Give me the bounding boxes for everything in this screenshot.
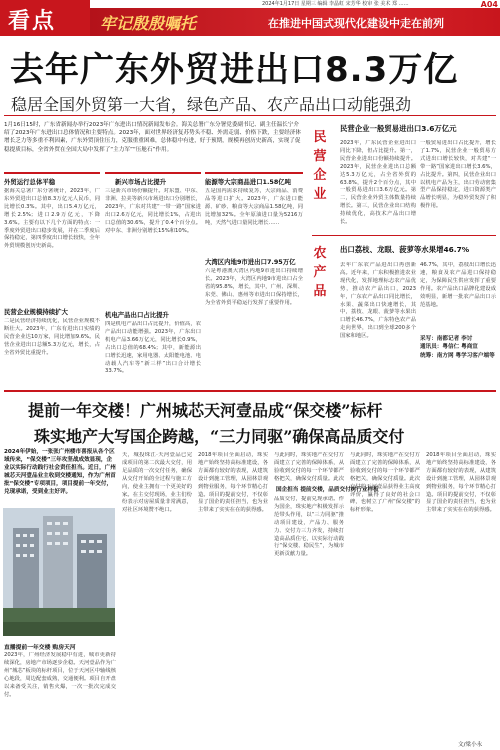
story-intro: 2024年伊始，一张张广州楼市喜报从各个区域传来，“保交楼”三年攻坚战成效显现，企业以实际行动践行社会责任担当。近日，广州城芯天河壹品业主收到交楼通知，作为广州首批“保交楼”专项项目，项目提前一年交付，兑现承诺，受到业主好评。 [4,449,116,495]
story-subhead: 国企担当 提前交楼，品质交付树行业样板 [276,487,379,493]
box-text: 六是粤港澳大湾区内地9市进出口持续增长。2023年，大湾区内地9市进出口占全省的95.8%，增长，其中，广州、深圳、东莞、佛山、惠州等市进出口保持增长，为全省外贸平稳运行发挥了重要作用。 [205,268,303,306]
credits [420,335,500,360]
box-text: 三是新兴市场份额提升。对东盟、中东、非洲、拉美等新兴市场进出口分别增长，2023年，广东对共建“一带一路”国家进出口2.6万亿元，同比增长1%，占进出口总值的30.6%，提升了0.4个百分点。对中东、非洲分别增长15%和10%。 [105,188,201,234]
page-number: A04 [480,0,498,9]
divider [4,390,496,392]
box-rule [4,172,100,174]
building-photo [3,508,115,636]
section-label: 民营企业 [313,130,327,202]
section-tag: 看点 [0,0,90,36]
section-label: 农产品 [313,246,327,299]
slogan-main: 牢记殷殷嘱托 [100,14,197,33]
box-title: 大湾区内地9市进出口7.95万亿 [205,258,296,266]
story-text: 品质交付，提前兑现承诺。作为国企，珠实地产积极发挥示范带头作用，以“三力同驱”推动项目建设，产品力、服务力、交付力三力齐发，持续打造高品质住宅，以实际行动践行“保交楼、稳民生”，为城市更新贡献力量。 [274,496,344,558]
box-title: 能源等大宗商品进口1.58亿吨 [205,178,292,186]
box-title: 外贸运行总体平稳 [4,178,56,186]
credit-line: 采写：南都记者 李讨 [420,336,473,342]
story-text: 与此同时，珠实地产在交付方面建立了完善的保障体系，从验收到交付的每一个环节都严格把关，确保交付质量。此次 [274,452,344,482]
box-text: 四是机电产品出口占比提升，价值高，农产品出口动能增强。2023年，广东出口机电产品3.66万亿元，同比增长0.9%，占出口总值的68.4%；其中，新能源出口增长迅速，家用电器、太阳能电池、电动载人汽车等“新三样”出口合计增长33.7%。 [105,321,201,375]
divider [4,115,496,116]
section-text: 2023年，广东民营企业进出口同比下降，但占比提升。第一，民营企业进出口份额持续提升。2023年，民营企业进出口总额达5.3万亿元，占全省外贸的63.8%，提升2个百分点，其中一般贸易进出口3.6万亿元。第二，民营企业外贸主体数量持续增长。第三，民营企业出口结构持续优化，高技术产品出口增长。 [340,140,416,226]
box-text: 五是国内需求持续复苏，大宗商品、消费品等进口扩大。2023年，广东进口能源、矿砂、粮食等大宗商品1.58亿吨，同比增加32%。全年原油进口量为5216万吨，天然气进口量同比增长…… [205,188,303,226]
story-subhead: 直播提前一年交楼 购房天河 [4,645,76,651]
story-text: 2023年，广州经济发展稳中有进，城市更新持续深化，房地产市场逐步企稳。天河壹品作为广州“城芯”板块的标杆项目，位于天河区中轴线核心地段，周边配套成熟，交通便利。项目自开盘以来备受关注，销售火爆，一次一批次完成交付。 [4,652,116,698]
credit-line: 通讯员：粤信仁 粤商宣 [420,344,478,351]
section-text: 一般贸易进出口占比提升，增长了1.7%，民营企业一般贸易方式进出口增长较快，对共建“一带一路”国家进出口增长3.6%，占比提升。第四，民营企业出口以机电产品为主，出口劳动密集型产品保持稳定，进口资源类产品增长明显，为稳外贸发挥了积极作用。 [420,140,496,210]
section-title: 民营企业一般贸易进出口3.6万亿元 [340,124,457,133]
box-text: 二是民营经济持续优化，民营企业规模不断壮大。2023年，广东有进出口实绩的民营企业达10万家，同比增加9.6%。民营企业进出口总额5.3万亿元，增长，占全省外贸比重提升。 [4,318,100,356]
box-text: 据海关总署广东分署统计，2023年，广东外贸进出口总值8.3万亿元人民币，同比增长0.3%。其中，出口5.4万亿元，增长2.5%；进口2.9万亿元，下降3.6%。主要有以下几个方面的特点：一季度外贸进出口稳步发展，并在二季度后保持稳定，第四季度出口增长较快，全年外贸规模创历史新高。 [4,188,100,250]
page-headline: 去年广东外贸进出口8.3万亿 [10,50,459,90]
section-text: 46.7%，其中，荔枝出口增长迅速，粮食及农产品进口保持稳定，为保障民生供应发挥了重要作用。农产品出口品牌化建设成效明显，新增一批农产品出口示范基地。 [420,262,496,308]
credit-line: 统筹：南方网 粤学习客户端等 [420,352,495,359]
byline: 文/梁小永 [458,742,483,748]
box-title: 新兴市场占比提升 [115,178,167,186]
story-headline: 提前一年交楼！广州城芯天河壹品成“保交楼”标杆 [28,401,383,420]
slogan-sub: 在推进中国式现代化建设中走在前列 [268,17,444,30]
divider [312,235,496,236]
box-title: 民营企业规模持续扩大 [4,308,68,316]
box-rule [105,172,201,174]
story-headline-2: 珠实地产大写国企跨越，“三力同驱”确保高品质交付 [34,427,405,446]
box-rule [205,172,303,174]
story-text: 2018年项目全面启动，珠实地产始终坚持高标准建设，各方面都有较好的表现，从建筑设计到施工管理，从园林景观到物业服务，每个环节精心打造。项目的提前交付，不仅彰显了国企的责任担当，也为业主带来了实实在在的获得感。 [198,452,268,514]
section-title: 出口荔枝、龙眼、菠萝等水果增46.7% [340,245,470,254]
dateline: 2024年1月17日 星期三 编辑 李晶虹 宋芳华 校审 张 美术 郑 …… [262,1,409,7]
slogan-ribbon [90,8,500,36]
story-text: 2018年项目全面启动，珠实地产始终坚持高标准建设，各方面都有较好的表现，从建筑设计到施工管理，从园林景观到物业服务，每个环节精心打造。项目的提前交付，不仅彰显了国企的责任担当，也为业主带来了实实在在的获得感。 [426,452,496,514]
box-title: 机电产品出口占比提升 [105,311,169,319]
section-text: 去年广东农产品进出口再创新高。近年来，广东积极推进农业现代化，发挥地理标志农产品优势，推动农产品出口，2023年，广东农产品出口同比增长，水果、蔬菜出口快速增长，其中，荔枝、龙眼、菠萝等水果出口增长46.7%，广东特色农产品走向世界，出口到全球200多个国家和地区。 [340,262,416,340]
story-text: 与此同时，珠实地产在交付方面建立了完善的保障体系，从验收到交付的每一个环节都严格把关，确保交付质量。此次交付的天河壹品获得业主高度评价，赢得了良好的社会口碑，也树立了广州“保交楼”的标杆形象。 [350,452,420,514]
page-subhead: 稳居全国外贸第一大省，绿色产品、农产品出口动能强劲 [11,95,412,114]
lead-paragraph: 1月16日15时，广东省新闻办举行2023年广东进出口情况新闻发布会。海关总署广东分署党委副书记、副主任温长宁介绍了2023年广东进出口总体情况和主要特点。2023年，面对世界经济复苏势头不稳、外需走弱、价格下跌，主要经济体增长乏力等多重不利因素，广东外贸顶住压力，克服重重困难，总体稳中有进，好于预期，规模再创历史新高，实现了促稳提质目标，全省外贸在全国大局中发挥了“主力军”“压舱石”作用。 [4,122,301,153]
story-text: 天，城投珠江·天河壹品已完成项目的第二次最大交付，用足品质的一次交付任务，确保从交付开始的全过程与施工方向，使业主拥有一个更美好的家。在主交付现场，业主们纷纷表示对房屋质量非常满意，对社区环境赞不绝口。 [122,452,192,514]
